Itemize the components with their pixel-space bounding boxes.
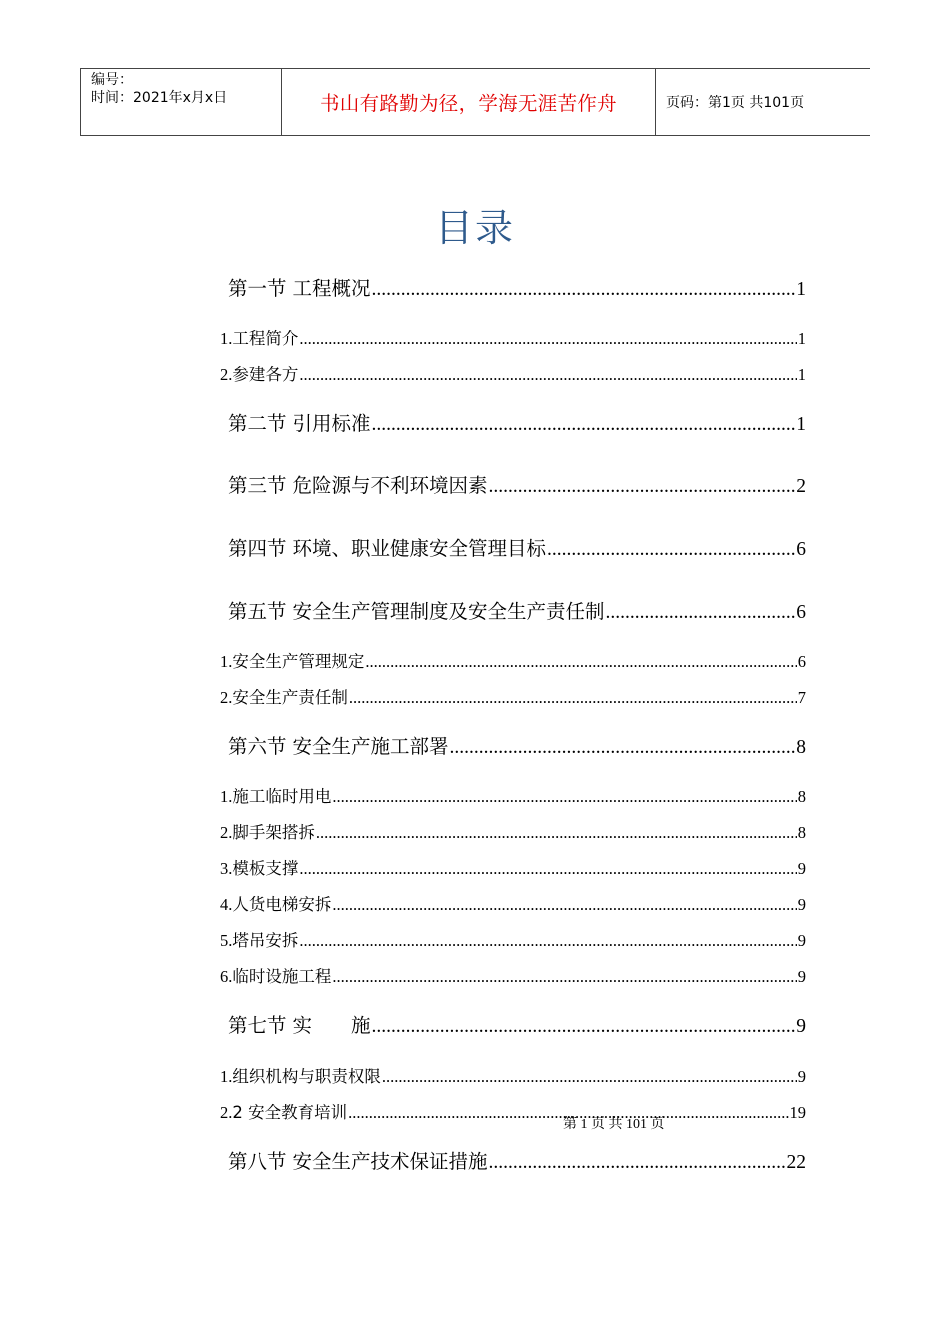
toc-page-number: 9 xyxy=(797,859,806,878)
toc-section-label: 第五节 xyxy=(228,600,287,623)
toc-page-number: 8 xyxy=(796,737,806,758)
toc-leader xyxy=(372,279,796,301)
toc-section-8[interactable] xyxy=(228,1146,806,1174)
toc-section-title: 实 施 xyxy=(292,1014,371,1037)
toc-page-number: 7 xyxy=(797,688,806,707)
toc-page-number: 9 xyxy=(797,931,806,950)
toc-item-number: 2. xyxy=(220,688,233,707)
toc-leader xyxy=(489,476,796,498)
toc-section-title: 安全生产管理制度及安全生产责任制 xyxy=(292,600,605,623)
toc-leader xyxy=(316,823,797,843)
toc-item-title: 组织机构与职责权限 xyxy=(232,1067,381,1086)
toc-page-number: 1 xyxy=(797,329,806,348)
toc-section-title: 安全生产施工部署 xyxy=(292,735,449,758)
toc-item-7-2[interactable] xyxy=(220,1099,806,1123)
toc-page-number: 1 xyxy=(797,365,806,384)
toc-leader xyxy=(372,1016,796,1038)
toc-page-number: 6 xyxy=(797,652,806,671)
toc-item-title: 安全生产管理规定 xyxy=(232,652,365,671)
toc-page-number: 8 xyxy=(797,787,806,806)
page-title: 目录 xyxy=(434,206,515,250)
toc-section-title: 危险源与不利环境因素 xyxy=(292,474,488,497)
toc-section-title: 引用标准 xyxy=(292,412,371,435)
toc-item-title: 人货电梯安拆 xyxy=(232,895,332,914)
toc-page-number: 9 xyxy=(797,895,806,914)
toc-item-number: 2. xyxy=(220,365,233,384)
toc-item-number: 2. xyxy=(220,1103,233,1122)
toc-section-label: 第四节 xyxy=(228,537,287,560)
toc-leader xyxy=(450,737,796,759)
toc-page-number: 6 xyxy=(796,602,806,623)
toc-item-title: 临时设施工程 xyxy=(232,967,332,986)
toc-item-6-5[interactable] xyxy=(220,927,806,951)
toc-item-title: 塔吊安拆 xyxy=(232,931,299,950)
toc-item-title: 2 安全教育培训 xyxy=(232,1103,348,1122)
toc-item-title: 脚手架搭拆 xyxy=(232,823,315,842)
toc-item-6-2[interactable] xyxy=(220,819,806,843)
toc-item-title: 工程简介 xyxy=(232,329,299,348)
toc-leader xyxy=(365,652,796,672)
toc-item-title: 安全生产责任制 xyxy=(232,688,348,707)
toc-item-number: 2. xyxy=(220,823,233,842)
toc-item-5-2[interactable] xyxy=(220,684,806,708)
toc-item-number: 5. xyxy=(220,931,233,950)
toc-section-3[interactable] xyxy=(228,470,806,498)
toc-item-6-4[interactable] xyxy=(220,891,806,915)
toc-leader xyxy=(299,329,796,349)
toc-page-number: 6 xyxy=(796,539,806,560)
header-page-info: 页码：第1页 共101页 xyxy=(666,94,805,111)
toc-item-number: 1. xyxy=(220,652,233,671)
toc-page-number: 1 xyxy=(796,279,806,300)
toc-item-5-1[interactable] xyxy=(220,648,806,672)
toc-item-1-2[interactable] xyxy=(220,361,806,385)
toc-item-number: 1. xyxy=(220,1067,233,1086)
toc-item-6-3[interactable] xyxy=(220,855,806,879)
toc-section-title: 安全生产技术保证措施 xyxy=(292,1150,488,1173)
toc-section-label: 第三节 xyxy=(228,474,287,497)
toc-item-7-1[interactable] xyxy=(220,1063,806,1087)
toc-page-number: 1 xyxy=(796,414,806,435)
toc-page-number: 9 xyxy=(796,1016,806,1037)
toc-page-number: 9 xyxy=(797,967,806,986)
toc-item-title: 参建各方 xyxy=(232,365,299,384)
number-label: 编号： xyxy=(91,72,133,88)
toc-section-title: 工程概况 xyxy=(292,277,371,300)
time-label: 时间：2021年x月x日 xyxy=(91,90,228,106)
toc-leader xyxy=(547,539,795,561)
toc-section-title: 环境、职业健康安全管理目标 xyxy=(292,537,547,560)
toc-leader xyxy=(489,1152,786,1174)
toc-section-label: 第八节 xyxy=(228,1150,287,1173)
toc-item-number: 4. xyxy=(220,895,233,914)
toc-item-title: 施工临时用电 xyxy=(232,787,332,806)
toc-section-7[interactable] xyxy=(228,1010,806,1038)
toc-section-2[interactable] xyxy=(228,408,806,436)
toc-item-number: 1. xyxy=(220,787,233,806)
toc-item-number: 3. xyxy=(220,859,233,878)
toc-section-1[interactable] xyxy=(228,273,806,301)
toc-item-6-1[interactable] xyxy=(220,783,806,807)
toc-leader xyxy=(606,602,796,624)
toc-page-number: 22 xyxy=(786,1152,806,1173)
toc-page-number: 2 xyxy=(796,476,806,497)
toc-page-number: 9 xyxy=(797,1067,806,1086)
toc-leader xyxy=(349,688,797,708)
toc-leader xyxy=(299,365,796,385)
toc-leader xyxy=(372,414,796,436)
toc-leader xyxy=(299,859,796,879)
page-footer: 第 1 页 共 101 页 xyxy=(563,1117,665,1132)
toc-leader xyxy=(382,1067,797,1087)
toc-section-6[interactable] xyxy=(228,731,806,759)
toc-leader xyxy=(332,787,796,807)
header-motto: 书山有路勤为径，学海无涯苦作舟 xyxy=(282,69,656,135)
toc-item-number: 6. xyxy=(220,967,233,986)
toc-item-6-6[interactable] xyxy=(220,963,806,987)
toc-item-title: 模板支撑 xyxy=(232,859,299,878)
toc-section-label: 第六节 xyxy=(228,735,287,758)
toc-item-number: 1. xyxy=(220,329,233,348)
toc-leader xyxy=(332,967,796,987)
toc-page-number: 8 xyxy=(797,823,806,842)
toc-section-label: 第一节 xyxy=(228,277,287,300)
toc-leader xyxy=(332,895,796,915)
toc-item-1-1[interactable] xyxy=(220,325,806,349)
toc-leader xyxy=(299,931,796,951)
toc-section-5[interactable] xyxy=(228,596,806,624)
toc-section-label: 第二节 xyxy=(228,412,287,435)
toc-page-number: 19 xyxy=(789,1103,806,1122)
toc-section-4[interactable] xyxy=(228,533,806,561)
toc-section-label: 第七节 xyxy=(228,1014,287,1037)
